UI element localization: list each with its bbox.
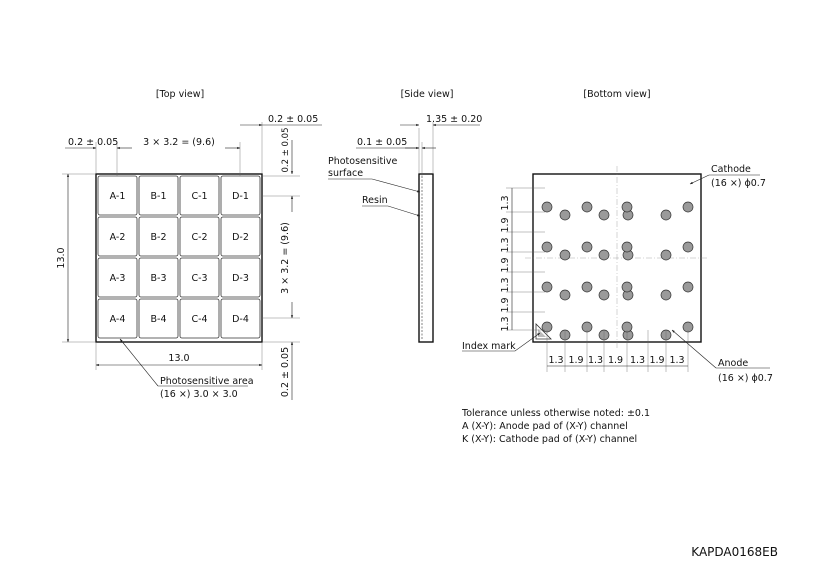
vertical-pitch-label: 1.3: [500, 237, 511, 253]
contact-pad: [622, 202, 632, 212]
side-label-photosensitive: Photosensitive: [328, 156, 398, 167]
photosensitive-area-label: Photosensitive area: [160, 376, 254, 387]
dim-top-height-pitch: 3 × 3.2 = (9.6): [280, 222, 291, 294]
cathode-label: Cathode: [711, 164, 751, 175]
dim-top-width: 13.0: [168, 353, 190, 364]
dim-bottom-margin-vertical: 0.2 ± 0.05: [280, 346, 291, 398]
notes: [461, 408, 650, 445]
horizontal-pitch-label: 1.3: [629, 355, 646, 366]
contact-pad: [560, 250, 570, 260]
horizontal-pitch-label: 1.3: [669, 355, 685, 366]
contact-pad: [683, 242, 693, 252]
top-cell-label: B-2: [150, 232, 167, 243]
contact-pad: [599, 290, 609, 300]
contact-pad: [661, 290, 671, 300]
top-cell-label: D-2: [232, 232, 249, 243]
contact-pad: [560, 290, 570, 300]
vertical-pitch-label: 1.3: [500, 195, 511, 211]
vertical-pitch-label: 1.9: [500, 217, 511, 233]
horizontal-pitch-label: 1.3: [587, 355, 604, 366]
top-cell-label: D-4: [232, 314, 249, 325]
contact-pad: [599, 250, 609, 260]
side-label-surface: surface: [328, 168, 364, 179]
horizontal-pitch-label: 1.3: [548, 355, 564, 366]
top-cell-label: C-1: [191, 191, 208, 202]
horizontal-pitch-label: 1.9: [568, 355, 584, 366]
contact-pad: [542, 202, 552, 212]
top-cells-grid: [98, 176, 260, 338]
contact-pad: [582, 282, 592, 292]
contact-pad: [661, 250, 671, 260]
vertical-pitch-label: 1.3: [500, 277, 511, 293]
top-cell-label: D-1: [232, 191, 249, 202]
side-view-title: [Side view]: [400, 89, 454, 100]
contact-pad: [622, 282, 632, 292]
drawing-code: KAPDA0168EB: [691, 545, 778, 559]
top-cell-label: A-1: [109, 191, 126, 202]
dim-top-right-margin: 0.2 ± 0.05: [268, 114, 319, 125]
top-cell-label: A-4: [109, 314, 126, 325]
top-cell-label: B-1: [150, 191, 167, 202]
side-package-outline: [419, 174, 433, 342]
contact-pad: [683, 282, 693, 292]
cathode-size: (16 ×) ϕ0.7: [711, 178, 766, 189]
bottom-view-title: [Bottom view]: [583, 89, 651, 100]
photosensitive-area-size: (16 ×) 3.0 × 3.0: [160, 389, 238, 400]
side-view: [328, 114, 482, 342]
top-cell-label: D-3: [232, 273, 249, 284]
top-cell-label: C-2: [191, 232, 208, 243]
vertical-pitch-label: 1.9: [500, 297, 511, 313]
anode-size: (16 ×) ϕ0.7: [718, 373, 773, 384]
side-label-resin: Resin: [362, 195, 388, 206]
top-cell-label: C-4: [191, 314, 208, 325]
top-view-title: [Top view]: [155, 89, 205, 100]
contact-pad: [560, 210, 570, 220]
dim-top-width-pitch: 3 × 3.2 = (9.6): [143, 137, 215, 148]
horizontal-pitch-label: 1.9: [649, 355, 665, 366]
vertical-pitch-label: 1.3: [500, 316, 511, 332]
top-cell-label: B-4: [150, 314, 167, 325]
dim-top-left-margin: 0.2 ± 0.05: [68, 137, 119, 148]
dim-top-height: 13.0: [56, 247, 67, 269]
top-cell-label: A-2: [109, 232, 126, 243]
top-view: [56, 114, 322, 400]
dim-top-margin-vertical: 0.2 ± 0.05: [281, 127, 291, 173]
contact-pad: [582, 242, 592, 252]
note-cathode: K (X-Y): Cathode pad of (X-Y) channel: [462, 434, 638, 445]
top-cell-label: B-3: [150, 273, 167, 284]
contact-pad: [582, 202, 592, 212]
contact-pad: [599, 210, 609, 220]
contact-pad: [622, 242, 632, 252]
bottom-view: [462, 164, 773, 384]
contact-pad: [683, 202, 693, 212]
index-mark-label: Index mark: [462, 341, 516, 352]
top-cell-label: C-3: [191, 273, 208, 284]
note-tolerance: Tolerance unless otherwise noted: ±0.1: [462, 408, 651, 419]
contact-pad: [542, 282, 552, 292]
top-cell-label: A-3: [109, 273, 126, 284]
vertical-pitch-label: 1.9: [500, 257, 511, 273]
note-anode: A (X-Y): Anode pad of (X-Y) channel: [462, 421, 628, 432]
horizontal-pitch-label: 1.9: [607, 355, 624, 366]
anode-label: Anode: [718, 358, 749, 369]
bottom-pads: [542, 202, 693, 340]
contact-pad: [661, 210, 671, 220]
vertical-pitch-dims: [500, 188, 545, 332]
dim-side-thickness: 1.35 ± 0.20: [426, 114, 483, 125]
contact-pad: [542, 242, 552, 252]
dim-side-resin-offset: 0.1 ± 0.05: [357, 137, 408, 148]
